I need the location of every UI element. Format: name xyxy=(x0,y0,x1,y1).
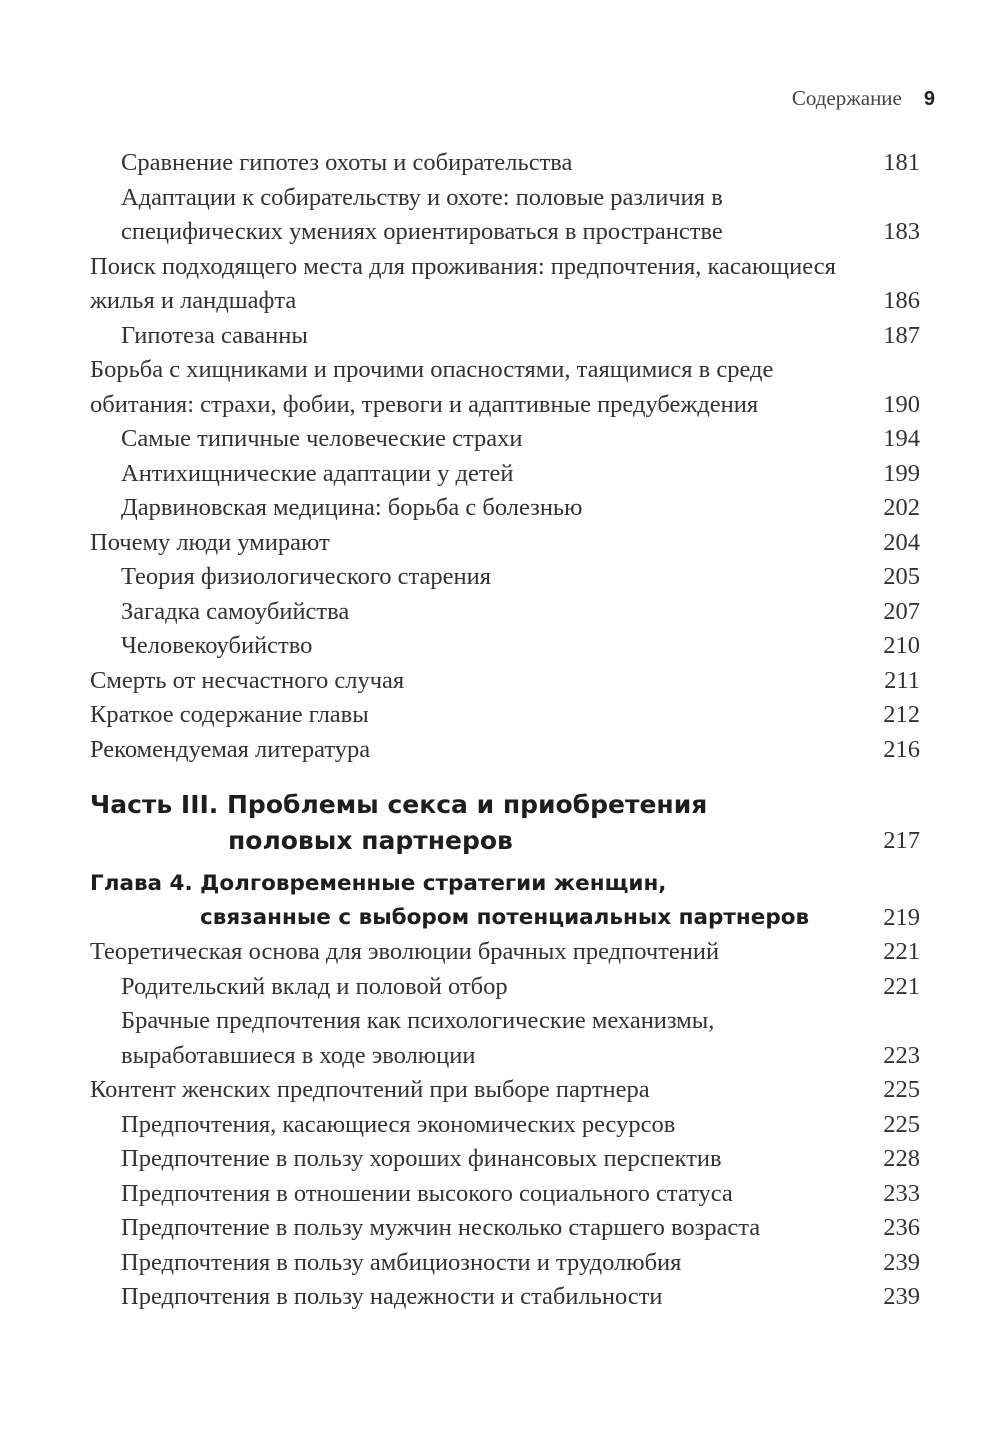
toc-entry xyxy=(90,698,920,733)
toc-entry-page: 236 xyxy=(883,1214,920,1241)
toc-entry-title: Краткое содержание главы xyxy=(90,701,369,728)
toc-entry-title: Антихищнические адаптации у детей xyxy=(121,459,514,487)
toc-entry-page: 239 xyxy=(883,1248,920,1276)
toc-entry-page: 221 xyxy=(883,938,920,965)
chapter-title-line1: Глава 4. Долговременные стратегии женщин, xyxy=(90,871,667,896)
toc-entry-title: Брачные предпочтения как психологические механизмы, выработавшиеся в ходе эволюции xyxy=(121,1007,715,1069)
toc-entry xyxy=(90,595,920,630)
toc-entry-page: 181 xyxy=(883,149,920,176)
toc-entry-page: 207 xyxy=(883,597,920,625)
toc-entry-title: Человекоубийство xyxy=(121,632,313,659)
toc-entry xyxy=(90,250,920,319)
toc-entry-page: 216 xyxy=(883,735,920,763)
toc-entry-title: Предпочтения в отношении высокого социального статуса xyxy=(121,1179,733,1207)
toc-entry-page: 233 xyxy=(883,1179,920,1207)
chapter-heading xyxy=(90,867,920,935)
toc-entry-page: 228 xyxy=(883,1145,920,1172)
part-title-line2: половых партнеров xyxy=(228,826,513,855)
toc-entry xyxy=(90,422,920,457)
chapter-page: 219 xyxy=(883,904,920,931)
toc-entry-title: Предпочтения в пользу амбициозности и трудолюбия xyxy=(121,1248,682,1276)
toc-entry-page: 223 xyxy=(883,1041,920,1069)
toc-entry-title: Теория физиологического старения xyxy=(121,563,492,590)
chapter-title-line2: связанные с выбором потенциальных партнеров xyxy=(200,905,810,930)
toc-entry-title: Почему люди умирают xyxy=(90,528,330,556)
toc-entry xyxy=(90,146,920,181)
toc-entry xyxy=(90,560,920,595)
toc-entry-page: 239 xyxy=(883,1283,920,1310)
toc-entry-page: 211 xyxy=(884,666,920,694)
page-number: 9 xyxy=(923,88,935,110)
toc-entry-page: 202 xyxy=(883,494,920,521)
toc-entry-title: Родительский вклад и половой отбор xyxy=(121,972,508,1000)
part-title-line1: Часть III. Проблемы секса и приобретения xyxy=(90,790,708,819)
toc-entry-page: 199 xyxy=(883,459,920,487)
toc-entry xyxy=(90,1142,920,1177)
toc-entry-title: Смерть от несчастного случая xyxy=(90,666,405,694)
toc-entry xyxy=(90,935,920,970)
toc-entry-title: Теоретическая основа для эволюции брачных предпочтений xyxy=(90,938,720,965)
toc-entry xyxy=(90,353,920,422)
toc-entry-page: 194 xyxy=(883,425,920,452)
section-title: Содержание xyxy=(791,86,902,110)
toc-entry xyxy=(90,491,920,526)
toc-entry-title: Контент женских предпочтений при выборе партнера xyxy=(90,1076,650,1103)
toc-entry-page: 186 xyxy=(883,287,920,314)
toc-entry-title: Дарвиновская медицина: борьба с болезнью xyxy=(121,494,583,521)
toc-entry-title: Борьба с хищниками и прочими опасностями, таящимися в среде обитания: страхи, фобии, тревоги и адаптивные предубеждения xyxy=(90,356,774,418)
toc-entry xyxy=(90,457,920,492)
toc-entry-page: 190 xyxy=(883,390,920,418)
toc-entry-title: Сравнение гипотез охоты и собирательства xyxy=(121,149,573,176)
part-page: 217 xyxy=(883,827,920,854)
toc-entry xyxy=(90,1280,920,1315)
toc-entry-title: Предпочтение в пользу мужчин несколько старшего возраста xyxy=(121,1214,761,1241)
toc-entry xyxy=(90,181,920,250)
toc-entry xyxy=(90,629,920,664)
toc-entry-title: Адаптации к собирательству и охоте: половые различия в специфических умениях ориентироваться в пространстве xyxy=(121,183,723,245)
toc-entry-page: 212 xyxy=(883,701,920,728)
toc-entry-page: 221 xyxy=(883,972,920,1000)
toc-entry xyxy=(90,664,920,699)
toc-entry xyxy=(90,1177,920,1212)
toc-entry-title: Предпочтение в пользу хороших финансовых перспектив xyxy=(121,1145,722,1172)
toc-entry xyxy=(90,1246,920,1281)
toc-entry xyxy=(90,970,920,1005)
toc-entry-title: Загадка самоубийства xyxy=(121,597,350,625)
toc-entry-title: Поиск подходящего места для проживания: предпочтения, касающиеся жилья и ландшафта xyxy=(90,252,836,314)
toc-entry-title: Предпочтения в пользу надежности и стабильности xyxy=(121,1283,663,1310)
toc-entry xyxy=(90,1073,920,1108)
toc-entry-page: 204 xyxy=(883,528,920,556)
toc-entry xyxy=(90,526,920,561)
toc-entry-page: 225 xyxy=(883,1110,920,1138)
toc-entry-title: Самые типичные человеческие страхи xyxy=(121,425,523,452)
toc-entry-title: Рекомендуемая литература xyxy=(90,735,371,763)
toc-entry-page: 205 xyxy=(883,563,920,590)
toc-entry-page: 210 xyxy=(883,632,920,659)
toc-entry xyxy=(90,319,920,354)
toc-entry-title: Гипотеза саванны xyxy=(121,321,308,349)
toc-entry xyxy=(90,1211,920,1246)
running-header xyxy=(0,86,935,111)
toc-entry-page: 183 xyxy=(883,218,920,245)
toc-entry xyxy=(90,1108,920,1143)
toc-entry xyxy=(90,733,920,768)
part-heading xyxy=(90,787,920,859)
table-of-contents xyxy=(90,146,920,1315)
toc-entry-page: 225 xyxy=(883,1076,920,1103)
toc-entry-page: 187 xyxy=(883,321,920,349)
toc-entry-title: Предпочтения, касающиеся экономических ресурсов xyxy=(121,1110,676,1138)
toc-entry xyxy=(90,1004,920,1073)
